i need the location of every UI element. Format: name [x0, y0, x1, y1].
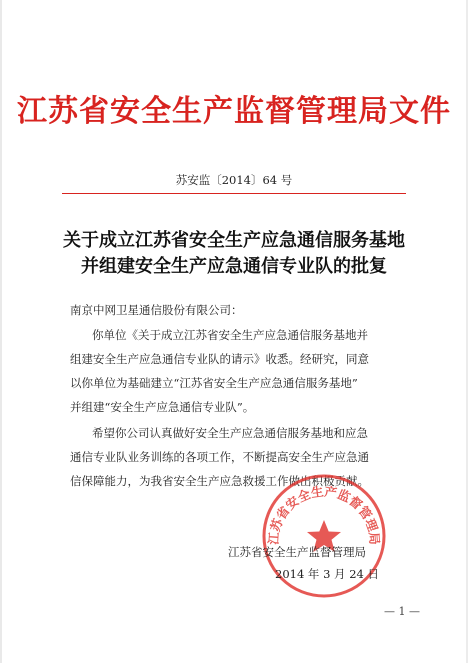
- issue-date: 2014 年 3 月 24 日: [275, 567, 379, 581]
- paragraph-2-line-1: 希望你公司认真做好安全生产应急通信服务基地和应急: [92, 426, 368, 440]
- page-number: — 1 —: [384, 605, 420, 618]
- seal-arc-text: 江苏省安全生产监督管理局: [265, 483, 383, 546]
- paragraph-1-line-4: 并组建“安全生产应急通信专业队”。: [70, 400, 255, 414]
- paragraph-2-line-2: 通信专业队业务训练的各项工作，不断提高安全生产应急通: [70, 450, 369, 464]
- paragraph-1-line-3: 以你单位为基础建立“江苏省安全生产应急通信服务基地”: [70, 376, 358, 390]
- addressee: 南京中网卫星通信股份有限公司：: [70, 303, 243, 317]
- red-separator-line: [62, 193, 406, 194]
- official-seal-stamp: [258, 470, 390, 602]
- paragraph-2-line-3: 信保障能力，为我省安全生产应急救援工作做出积极贡献。: [70, 474, 369, 488]
- subject-title-line-1: 关于成立江苏省安全生产应急通信服务基地: [63, 230, 405, 251]
- document-header-title: 江苏省安全生产监督管理局文件: [17, 94, 451, 129]
- paragraph-1-line-2: 组建安全生产应急通信专业队的请示》收悉。经研究，同意: [70, 352, 369, 366]
- issuer-name: 江苏省安全生产监督管理局: [228, 545, 366, 559]
- document-number: 苏安监〔2014〕64 号: [175, 173, 293, 187]
- paragraph-1-line-1: 你单位《关于成立江苏省安全生产应急通信服务基地并: [92, 328, 368, 342]
- subject-title-line-2: 并组建安全生产应急通信专业队的批复: [81, 256, 387, 277]
